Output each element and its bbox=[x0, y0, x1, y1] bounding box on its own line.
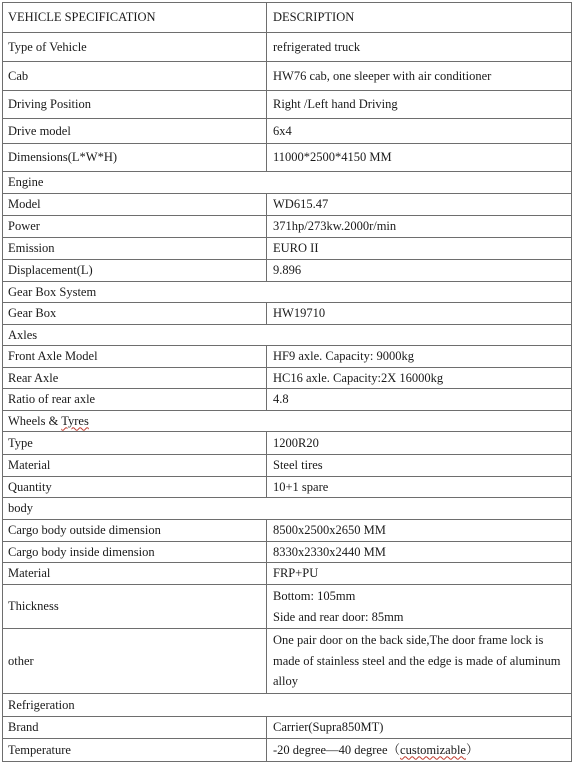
header-col-description: DESCRIPTION bbox=[267, 3, 572, 33]
row-value: 9.896 bbox=[267, 260, 572, 282]
table-row bbox=[3, 91, 572, 119]
row-value: 8500x2500x2650 MM bbox=[267, 520, 572, 542]
row-label: Driving Position bbox=[3, 91, 267, 119]
section-title-part: Wheels & bbox=[8, 413, 62, 428]
row-value: Steel tires bbox=[267, 455, 572, 477]
table-row bbox=[3, 194, 572, 216]
section-row-axles bbox=[3, 325, 572, 346]
table-row bbox=[3, 455, 572, 477]
table-row bbox=[3, 346, 572, 368]
row-value: 6x4 bbox=[267, 119, 572, 144]
row-label: Gear Box bbox=[3, 303, 267, 325]
row-value: HW76 cab, one sleeper with air conditioner bbox=[267, 62, 572, 91]
row-label: Drive model bbox=[3, 119, 267, 144]
row-value: 4.8 bbox=[267, 389, 572, 411]
row-label: Type of Vehicle bbox=[3, 33, 267, 62]
row-label: Cargo body inside dimension bbox=[3, 542, 267, 563]
section-title bbox=[3, 411, 572, 432]
table-row bbox=[3, 477, 572, 498]
row-label: Rear Axle bbox=[3, 368, 267, 389]
table-row bbox=[3, 739, 572, 762]
row-value: 1200R20 bbox=[267, 432, 572, 455]
row-value: Carrier(Supra850MT) bbox=[267, 717, 572, 739]
row-value: HF9 axle. Capacity: 9000kg bbox=[267, 346, 572, 368]
table-row bbox=[3, 33, 572, 62]
row-value: 371hp/273kw.2000r/min bbox=[267, 216, 572, 238]
row-label: Quantity bbox=[3, 477, 267, 498]
section-title: Axles bbox=[3, 325, 572, 346]
row-value: 8330x2330x2440 MM bbox=[267, 542, 572, 563]
table-row bbox=[3, 432, 572, 455]
table-row bbox=[3, 119, 572, 144]
header-col-specification: VEHICLE SPECIFICATION bbox=[3, 3, 267, 33]
row-label: Cab bbox=[3, 62, 267, 91]
section-title-spellcheck: Tyres bbox=[61, 413, 89, 428]
row-label: Brand bbox=[3, 717, 267, 739]
row-value: refrigerated truck bbox=[267, 33, 572, 62]
table-row bbox=[3, 303, 572, 325]
section-row-engine bbox=[3, 172, 572, 194]
row-label: Displacement(L) bbox=[3, 260, 267, 282]
row-value: HC16 axle. Capacity:2X 16000kg bbox=[267, 368, 572, 389]
row-value bbox=[267, 585, 572, 629]
row-value: HW19710 bbox=[267, 303, 572, 325]
vehicle-spec-table bbox=[2, 2, 572, 762]
row-label: Ratio of rear axle bbox=[3, 389, 267, 411]
table-row bbox=[3, 238, 572, 260]
table-header-row bbox=[3, 3, 572, 33]
row-label: Model bbox=[3, 194, 267, 216]
table-row bbox=[3, 389, 572, 411]
row-label: Thickness bbox=[3, 585, 267, 629]
row-label: Emission bbox=[3, 238, 267, 260]
row-value: Right /Left hand Driving bbox=[267, 91, 572, 119]
table-row bbox=[3, 520, 572, 542]
thickness-side: Side and rear door: 85mm bbox=[273, 609, 404, 624]
table-row bbox=[3, 144, 572, 172]
row-label: Material bbox=[3, 455, 267, 477]
section-title: body bbox=[3, 498, 572, 520]
row-label: Cargo body outside dimension bbox=[3, 520, 267, 542]
section-title: Engine bbox=[3, 172, 572, 194]
section-row-refrigeration bbox=[3, 694, 572, 717]
row-value: 10+1 spare bbox=[267, 477, 572, 498]
table-row bbox=[3, 542, 572, 563]
table-row-thickness bbox=[3, 585, 572, 629]
section-row-gearbox bbox=[3, 282, 572, 303]
section-title: Gear Box System bbox=[3, 282, 572, 303]
row-value: 11000*2500*4150 MM bbox=[267, 144, 572, 172]
row-value: EURO II bbox=[267, 238, 572, 260]
row-value: One pair door on the back side,The door frame lock is made of stainless steel and the edge is made of aluminum alloy bbox=[267, 629, 572, 694]
table-row bbox=[3, 62, 572, 91]
row-label: other bbox=[3, 629, 267, 694]
table-row bbox=[3, 368, 572, 389]
table-row bbox=[3, 216, 572, 238]
row-label: Dimensions(L*W*H) bbox=[3, 144, 267, 172]
row-label: Material bbox=[3, 563, 267, 585]
thickness-bottom: Bottom: 105mm bbox=[273, 588, 356, 603]
table-row bbox=[3, 563, 572, 585]
section-row-body bbox=[3, 498, 572, 520]
table-row-other bbox=[3, 629, 572, 694]
row-value bbox=[267, 739, 572, 762]
row-label: Type bbox=[3, 432, 267, 455]
temperature-range: -20 degree—40 degree（ bbox=[273, 742, 401, 757]
row-value: FRP+PU bbox=[267, 563, 572, 585]
table-row bbox=[3, 717, 572, 739]
section-title: Refrigeration bbox=[3, 694, 572, 717]
temperature-paren: ） bbox=[465, 742, 479, 757]
row-label: Front Axle Model bbox=[3, 346, 267, 368]
temperature-note-spellcheck: customizable bbox=[400, 742, 466, 757]
table-row bbox=[3, 260, 572, 282]
section-row-wheels bbox=[3, 411, 572, 432]
row-value: WD615.47 bbox=[267, 194, 572, 216]
row-label: Temperature bbox=[3, 739, 267, 762]
row-label: Power bbox=[3, 216, 267, 238]
